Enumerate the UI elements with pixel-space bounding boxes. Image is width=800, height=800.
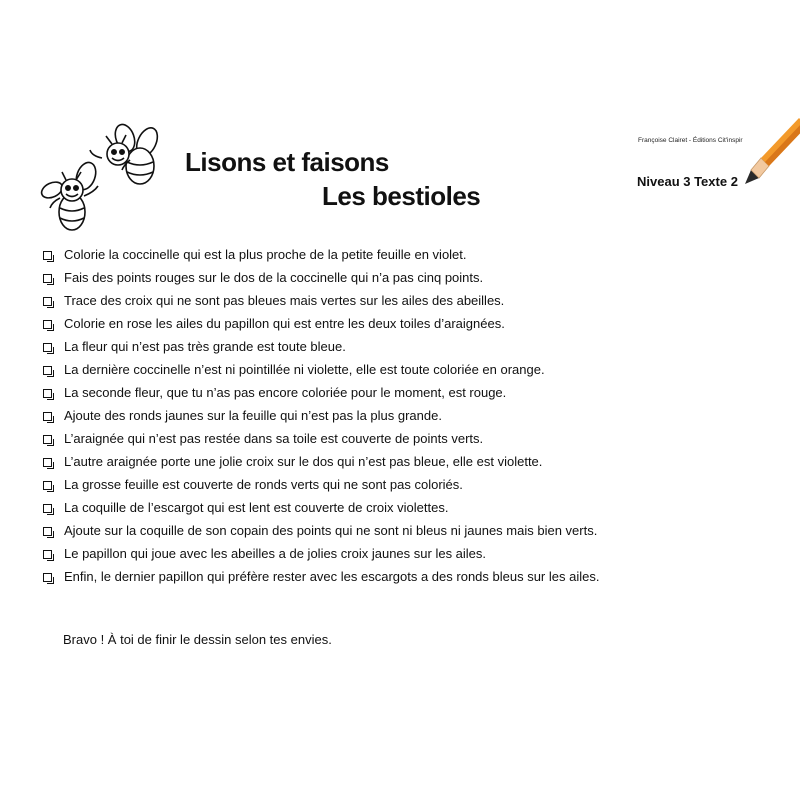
instruction-list [43, 247, 599, 592]
instruction-text: La seconde fleur, que tu n’as pas encore coloriée pour le moment, est rouge. [64, 385, 507, 400]
checkbox-icon[interactable] [43, 297, 52, 306]
list-item [43, 270, 599, 293]
list-item [43, 454, 599, 477]
list-item [43, 316, 599, 339]
checkbox-icon[interactable] [43, 366, 52, 375]
instruction-text: Le papillon qui joue avec les abeilles a de jolies croix jaunes sur les ailes. [64, 546, 487, 561]
checkbox-icon[interactable] [43, 458, 52, 467]
list-item [43, 408, 599, 431]
bees-illustration [32, 120, 172, 240]
checkbox-icon[interactable] [43, 274, 52, 283]
checkbox-icon[interactable] [43, 550, 52, 559]
instruction-text: La coquille de l’escargot qui est lent est couverte de croix violettes. [64, 500, 449, 515]
instruction-text: La fleur qui n’est pas très grande est toute bleue. [64, 339, 346, 354]
instruction-text: La grosse feuille est couverte de ronds verts qui ne sont pas coloriés. [64, 477, 463, 492]
checkbox-icon[interactable] [43, 251, 52, 260]
list-item [43, 477, 599, 500]
level-label: Niveau 3 Texte 2 [637, 174, 738, 189]
closing-message: Bravo ! À toi de finir le dessin selon tes envies. [63, 632, 332, 647]
list-item [43, 385, 599, 408]
checkbox-icon[interactable] [43, 343, 52, 352]
title-line-2: Les bestioles [322, 181, 481, 211]
instruction-text: Enfin, le dernier papillon qui préfère rester avec les escargots a des ronds bleus sur les ailes. [64, 569, 600, 584]
list-item [43, 523, 599, 546]
checkbox-icon[interactable] [43, 320, 52, 329]
list-item [43, 431, 599, 454]
checkbox-icon[interactable] [43, 527, 52, 536]
checkbox-icon[interactable] [43, 481, 52, 490]
checkbox-icon[interactable] [43, 435, 52, 444]
instruction-text: Ajoute sur la coquille de son copain des points qui ne sont ni bleus ni jaunes mais bien verts. [64, 523, 598, 538]
instruction-text: La dernière coccinelle n’est ni pointillée ni violette, elle est toute coloriée en orange. [64, 362, 545, 377]
list-item [43, 293, 599, 316]
instruction-text: Colorie la coccinelle qui est la plus proche de la petite feuille en violet. [64, 247, 467, 262]
instruction-text: L’araignée qui n’est pas restée dans sa toile est couverte de points verts. [64, 431, 484, 446]
instruction-text: Colorie en rose les ailes du papillon qui est entre les deux toiles d’araignées. [64, 316, 505, 331]
list-item [43, 362, 599, 385]
instruction-text: Ajoute des ronds jaunes sur la feuille qui n’est pas la plus grande. [64, 408, 442, 423]
pencil-icon [745, 112, 800, 184]
list-item [43, 569, 599, 592]
credit-text: Françoise Clairet - Éditions Cit'inspir [638, 137, 743, 144]
list-item [43, 247, 599, 270]
checkbox-icon[interactable] [43, 389, 52, 398]
list-item [43, 500, 599, 523]
instruction-text: Fais des points rouges sur le dos de la coccinelle qui n’a pas cinq points. [64, 270, 484, 285]
list-item [43, 339, 599, 362]
checkbox-icon[interactable] [43, 504, 52, 513]
title-line-1: Lisons et faisons [185, 147, 389, 177]
list-item [43, 546, 599, 569]
checkbox-icon[interactable] [43, 412, 52, 421]
checkbox-icon[interactable] [43, 573, 52, 582]
instruction-text: L’autre araignée porte une jolie croix sur le dos qui n’est pas bleue, elle est violette. [64, 454, 543, 469]
instruction-text: Trace des croix qui ne sont pas bleues mais vertes sur les ailes des abeilles. [64, 293, 505, 308]
